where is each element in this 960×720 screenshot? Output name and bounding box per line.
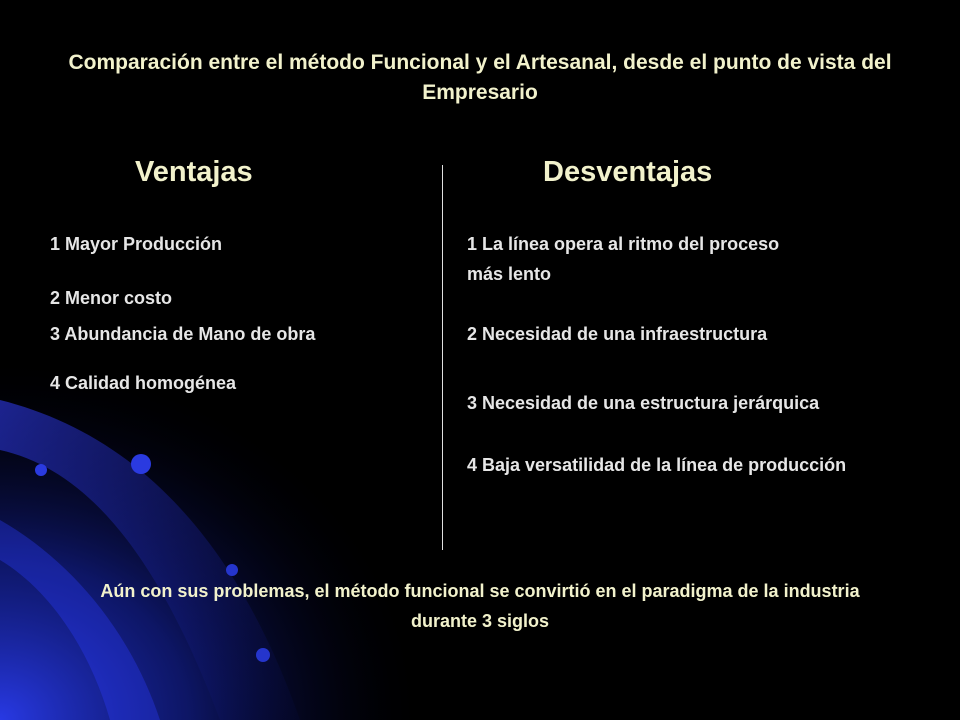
dot — [226, 564, 238, 576]
dot — [256, 648, 270, 662]
desventaja-item: 2 Necesidad de una infraestructura — [467, 324, 768, 344]
desventaja-item: 3 Necesidad de una estructura jerárquica — [467, 393, 820, 413]
desventaja-item: 4 Baja versatilidad de la línea de producción — [467, 455, 847, 475]
ventajas-heading: Ventajas — [135, 156, 253, 188]
desventaja-item: 1 La línea opera al ritmo del proceso más lento — [467, 234, 780, 284]
dot — [35, 464, 47, 476]
slide-title: Comparación entre el método Funcional y el Artesanal, desde el punto de vista del Empresario — [68, 51, 892, 104]
ventaja-item: 2 Menor costo — [50, 288, 173, 308]
ventaja-item: 4 Calidad homogénea — [50, 373, 237, 393]
column-divider — [442, 165, 443, 550]
ventaja-item: 1 Mayor Producción — [50, 234, 223, 254]
ventaja-item: 3 Abundancia de Mano de obra — [50, 324, 316, 344]
dot — [131, 454, 151, 474]
footer-note: Aún con sus problemas, el método funcional se convirtió en el paradigma de la industria durante 3 siglos — [100, 581, 860, 631]
desventajas-heading: Desventajas — [543, 156, 713, 188]
